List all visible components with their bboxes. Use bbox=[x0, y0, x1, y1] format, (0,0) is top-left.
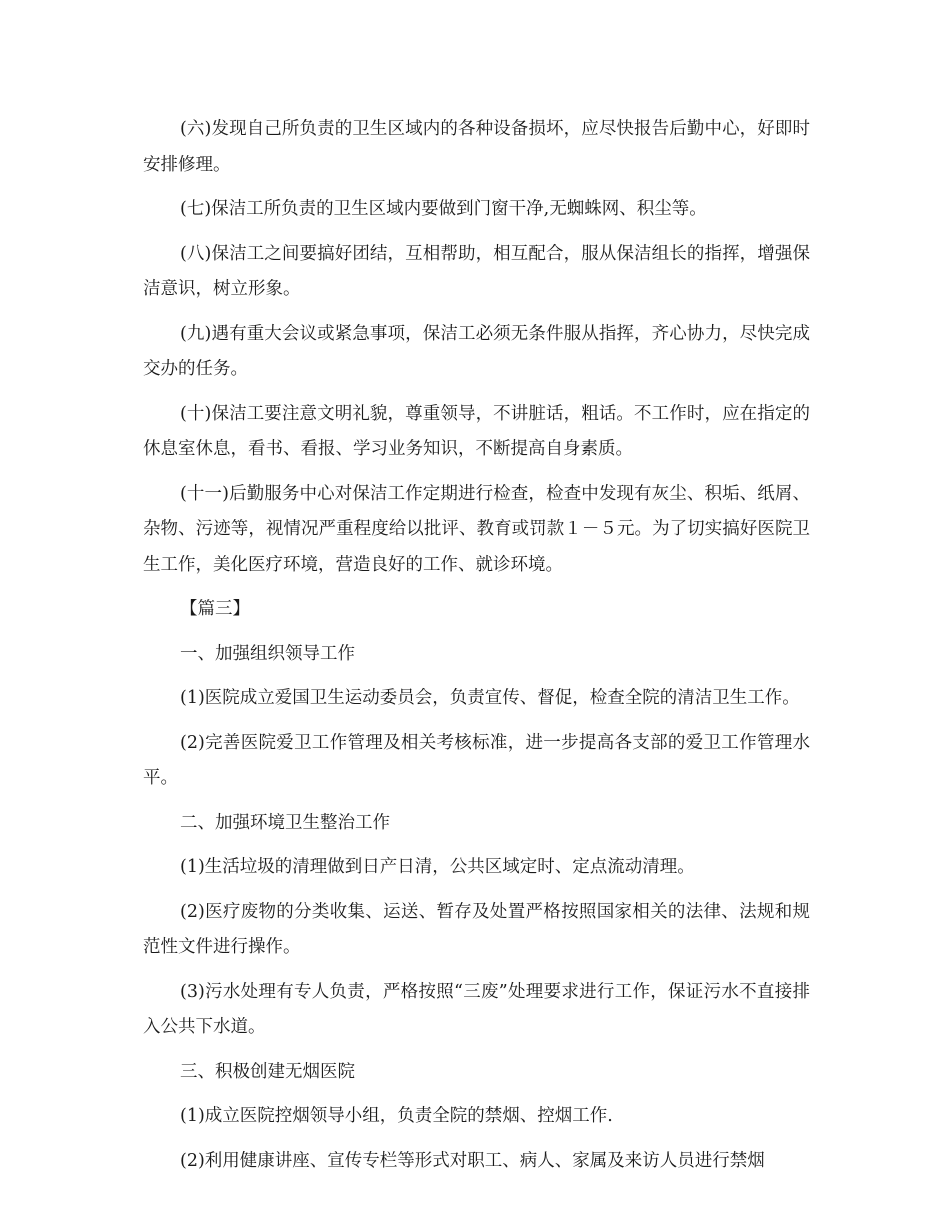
section-heading-smoke-free: 三、积极创建无烟医院 bbox=[180, 1061, 355, 1082]
paragraph-item-7: (七)保洁工所负责的卫生区域内要做到门窗干净,无蜘蛛网、积尘等。 bbox=[180, 199, 707, 219]
paragraph-item-8: (八)保洁工之间要搞好团结，互相帮助，相互配合，服从保洁组长的指挥，增强保洁意识，树立形象。 bbox=[143, 243, 810, 299]
section-heading-environment: 二、加强环境卫生整治工作 bbox=[180, 812, 390, 833]
section-title-part-three: 【篇三】 bbox=[180, 599, 250, 619]
section-heading-organization: 一、加强组织领导工作 bbox=[180, 643, 355, 664]
paragraph-org-2: (2)完善医院爱卫工作管理及相关考核标准，进一步提高各支部的爱卫工作管理水平。 bbox=[143, 732, 810, 788]
paragraph-env-2: (2)医疗废物的分类收集、运送、暂存及处置严格按照国家相关的法律、法规和规范性文件进行操作。 bbox=[143, 901, 810, 957]
paragraph-item-9: (九)遇有重大会议或紧急事项，保洁工必须无条件服从指挥，齐心协力，尽快完成交办的任务。 bbox=[143, 323, 810, 379]
paragraph-env-3: (3)污水处理有专人负责，严格按照“三废”处理要求进行工作，保证污水不直接排入公共下水道。 bbox=[143, 981, 810, 1037]
paragraph-smoke-1: (1)成立医院控烟领导小组，负责全院的禁烟、控烟工作. bbox=[180, 1106, 613, 1126]
paragraph-org-1: (1)医院成立爱国卫生运动委员会，负责宣传、督促，检查全院的清洁卫生工作。 bbox=[180, 688, 800, 708]
paragraph-item-6: (六)发现自己所负责的卫生区域内的各种设备损坏，应尽快报告后勤中心，好即时安排修理。 bbox=[143, 119, 810, 175]
paragraph-smoke-2: (2)利用健康讲座、宣传专栏等形式对职工、病人、家属及来访人员进行禁烟 bbox=[180, 1150, 765, 1171]
document-body bbox=[143, 112, 810, 1188]
paragraph-env-1: (1)生活垃圾的清理做到日产日清，公共区域定时、定点流动清理。 bbox=[180, 857, 695, 877]
paragraph-item-10: (十)保洁工要注意文明礼貌，尊重领导，不讲脏话，粗话。不工作时，应在指定的休息室休息，看书、看报、学习业务知识，不断提高自身素质。 bbox=[143, 403, 810, 459]
paragraph-item-11: (十一)后勤服务中心对保洁工作定期进行检查，检查中发现有灰尘、积垢、纸屑、杂物、污迹等，视情况严重程度给以批评、教育或罚款１－５元。为了切实搞好医院卫生工作，美化医疗环境，营造良好的工作、就诊环境。 bbox=[143, 483, 810, 575]
